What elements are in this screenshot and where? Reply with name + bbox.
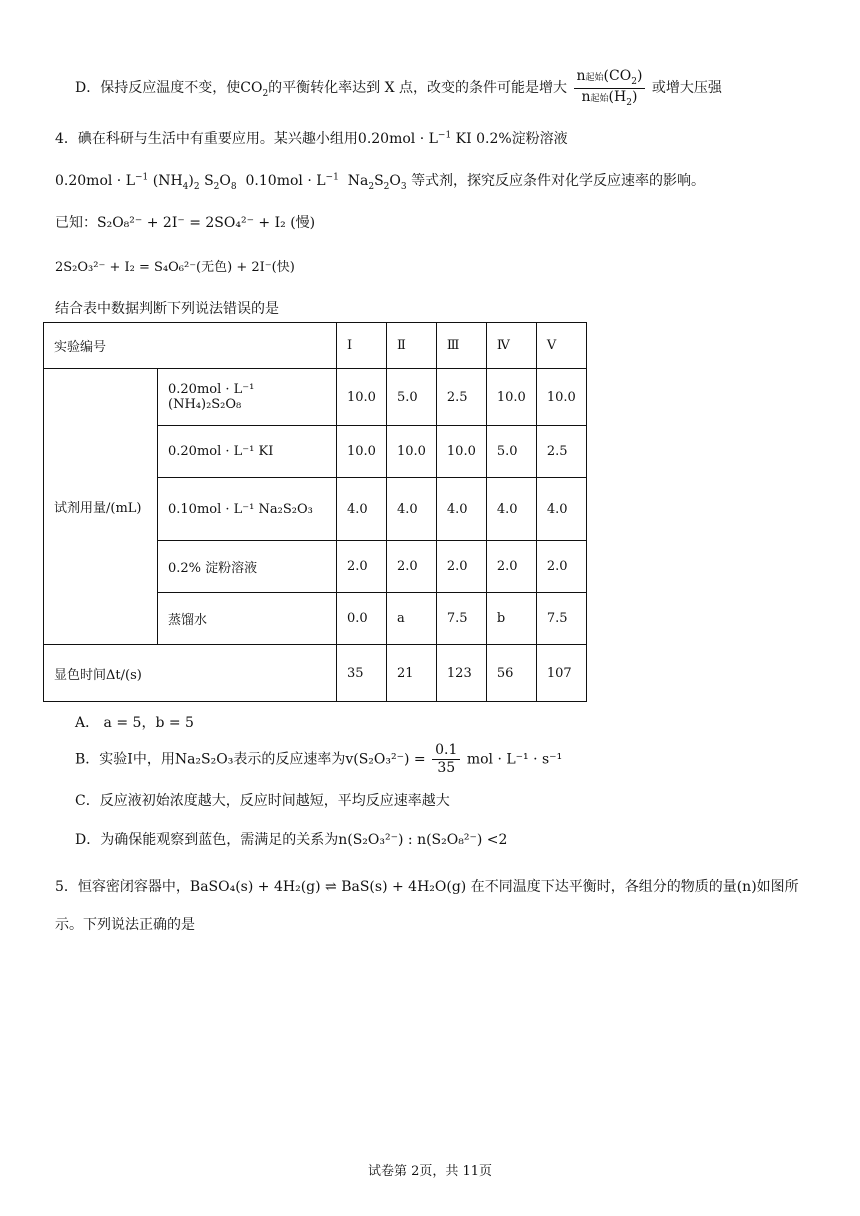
known-equation-2 [55, 256, 295, 275]
value-cell: 7.5 [436, 593, 486, 645]
option-text: D．为确保能观察到蓝色，需满足的关系为n(S₂O₃²⁻) : n(S₂O₈²⁻) <2 [75, 832, 508, 848]
option-label: D． [75, 80, 101, 97]
column-header: Ⅲ [436, 323, 486, 369]
question-text: 结合表中数据判断下列说法错误的是 [55, 301, 279, 317]
value-cell: b [486, 593, 536, 645]
value-cell: 4.0 [337, 478, 387, 541]
value-cell: 2.5 [536, 426, 586, 478]
value-cell: 35 [337, 645, 387, 702]
value-cell: 10.0 [436, 426, 486, 478]
option-c [75, 790, 450, 810]
value-cell: a [386, 593, 436, 645]
reagent-cell: 0.10mol · L⁻¹ Na₂S₂O₃ [158, 478, 337, 541]
known-equation-1 [55, 212, 315, 232]
question-text: 示。下列说法正确的是 [55, 917, 195, 933]
option-text: 的平衡转化率达到 X 点，改变的条件可能是增大 [268, 80, 568, 97]
question-5-line2 [55, 914, 195, 934]
value-cell: 5.0 [486, 426, 536, 478]
value-cell: 0.0 [337, 593, 387, 645]
value-cell: 2.5 [436, 369, 486, 426]
value-cell: 2.0 [436, 541, 486, 593]
table-header-row [44, 323, 587, 369]
column-header: Ⅰ [337, 323, 387, 369]
value-cell: 5.0 [386, 369, 436, 426]
reagent-text: S [204, 173, 214, 189]
reagent-text: 0.10mol · L [245, 173, 326, 189]
value-cell: 4.0 [536, 478, 586, 541]
column-header: Ⅳ [486, 323, 536, 369]
value-cell: 56 [486, 645, 536, 702]
question-text: 碘在科研与生活中有重要应用。某兴趣小组用0.20mol · L [77, 131, 438, 147]
option-text: B．实验Ⅰ中，用Na₂S₂O₃表示的反应速率为v(S₂O₃²⁻) = [75, 751, 426, 768]
reagent-text: (NH [152, 173, 183, 189]
option-text: C．反应液初始浓度越大，反应时间越短，平均反应速率越大 [75, 793, 450, 809]
group-label-cell: 试剂用量/(mL) [44, 369, 158, 645]
value-cell: 10.0 [337, 426, 387, 478]
ratio-fraction: $\frac{n起始(CO_2)}{n起始(H_2)}$ [574, 68, 646, 108]
reagent-text: Na [347, 173, 369, 189]
question-text: 等式剂，探究反应条件对化学反应速率的影响。 [411, 173, 706, 189]
value-cell: 2.0 [337, 541, 387, 593]
experiment-table [43, 322, 587, 702]
reagent-text: 0.20mol · L [55, 173, 136, 189]
option-text: 或增大压强 [651, 80, 722, 97]
value-cell: 123 [436, 645, 486, 702]
value-cell: 7.5 [536, 593, 586, 645]
value-cell: 10.0 [337, 369, 387, 426]
equation-text: S₂O₈²⁻ + 2I⁻ = 2SO₄²⁻ + I₂ (慢) [97, 215, 316, 231]
question-4-prompt [55, 298, 279, 318]
value-cell: 10.0 [536, 369, 586, 426]
option-text: A． a = 5，b = 5 [75, 715, 194, 731]
fraction-numerator: 0.1 [432, 742, 460, 760]
question-4-intro: 4．碘在科研与生活中有重要应用。某兴趣小组用$0.20mol \cdot L^{-1}$ KI 0.2%淀粉溶液 [55, 130, 568, 147]
question-4-line2: $0.20mol \cdot L^{-1}$ $(NH_4)_2$ $S_2O_8$ $0.10mol \cdot L^{-1}$ $Na_2S_2O_3$ 等式剂，探究反应条件对化学反应速率的影响。 [55, 172, 706, 192]
reagent-text: O [219, 173, 231, 189]
header-label-cell: 实验编号 [44, 323, 337, 369]
value-cell: 2.0 [486, 541, 536, 593]
question-text: 5．恒容密闭容器中，BaSO₄(s) + 4H₂(g) ⇌ BaS(s) + 4H₂O(g) 在不同温度下达平衡时，各组分的物质的量(n)如图所 [55, 879, 799, 895]
reagent-cell: 0.20mol · L⁻¹ (NH₄)₂S₂O₈ [158, 369, 337, 426]
page-number: 试卷第 2页，共 11页 [367, 1164, 493, 1179]
column-header: Ⅴ [536, 323, 586, 369]
fraction-denominator: 35 [437, 759, 456, 776]
value-cell: 2.0 [536, 541, 586, 593]
column-header: Ⅱ [386, 323, 436, 369]
option-a [75, 712, 194, 732]
value-cell: 4.0 [386, 478, 436, 541]
value-cell: 4.0 [486, 478, 536, 541]
time-label-cell: 显色时间Δt/(s) [44, 645, 337, 702]
value-cell: 4.0 [436, 478, 486, 541]
value-cell: 10.0 [386, 426, 436, 478]
page-footer [0, 1160, 860, 1179]
rate-fraction [432, 742, 460, 777]
option-text: mol · L⁻¹ · s⁻¹ [466, 751, 563, 768]
reagent-cell: 蒸馏水 [158, 593, 337, 645]
value-cell: 21 [386, 645, 436, 702]
value-cell: 107 [536, 645, 586, 702]
known-label: 已知： [55, 215, 97, 231]
table-row [44, 369, 587, 426]
reagent-cell: 0.20mol · L⁻¹ KI [158, 426, 337, 478]
option-text: 保持反应温度不变，使CO [100, 80, 263, 97]
equation-text: 2S₂O₃²⁻ + I₂ = S₄O₆²⁻(无色) + 2I⁻(快) [55, 260, 295, 275]
option-b [75, 742, 562, 777]
option-d-top: D．保持反应温度不变，使$CO_2$的平衡转化率达到 X 点，改变的条件可能是增大 $\frac{n起始(CO_2)}{n起始(H_2)}$ 或增大压强 [75, 68, 722, 108]
value-cell: 2.0 [386, 541, 436, 593]
reagent-cell: 0.2% 淀粉溶液 [158, 541, 337, 593]
value-cell: 10.0 [486, 369, 536, 426]
question-text: KI 0.2%淀粉溶液 [455, 131, 568, 147]
option-d [75, 829, 507, 849]
question-number: 4． [55, 131, 78, 147]
table-row [44, 645, 587, 702]
question-5-line1 [55, 876, 799, 896]
